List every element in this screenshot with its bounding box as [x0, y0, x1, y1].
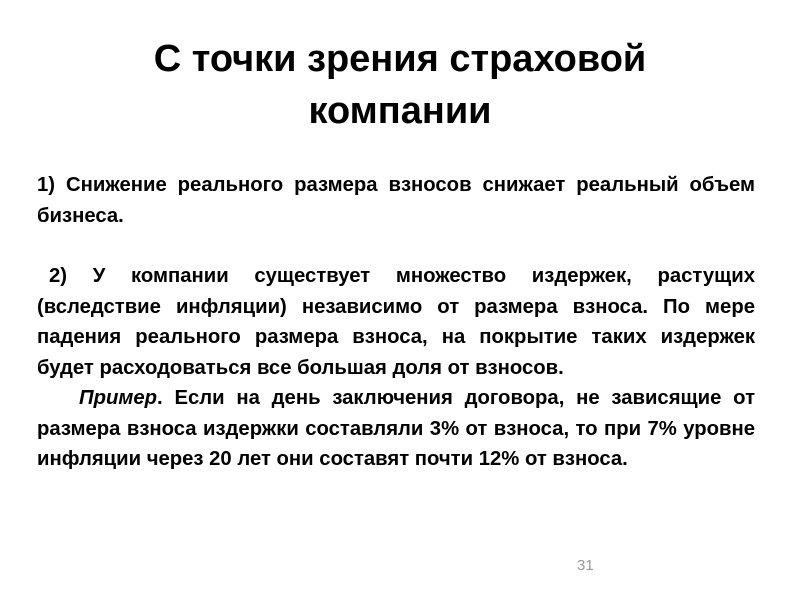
- example-label: Пример: [79, 387, 158, 409]
- point-1-paragraph: 1) Снижение реального размера взносов снижает реальный объем бизнеса.: [37, 174, 755, 227]
- example-paragraph: [37, 383, 755, 475]
- page-number: 31: [577, 557, 594, 574]
- slide-title: С точки зрения страховой компании: [153, 38, 647, 132]
- point-2-paragraph: 2) У компании существует множество издержек, растущих (вследствие инфляции) независимо от размера взноса. По мере падения реального размера взноса, на покрытие таких издержек будет расходоваться все большая доля от взносов.: [37, 265, 755, 379]
- slide-body: [37, 170, 755, 475]
- example-text: . Если на день заключения договора, не зависящие от размера взноса издержки составляли 3% от взноса, то при 7% уровне инфляции через 20 лет они составят почти 12% от взноса.: [37, 387, 755, 470]
